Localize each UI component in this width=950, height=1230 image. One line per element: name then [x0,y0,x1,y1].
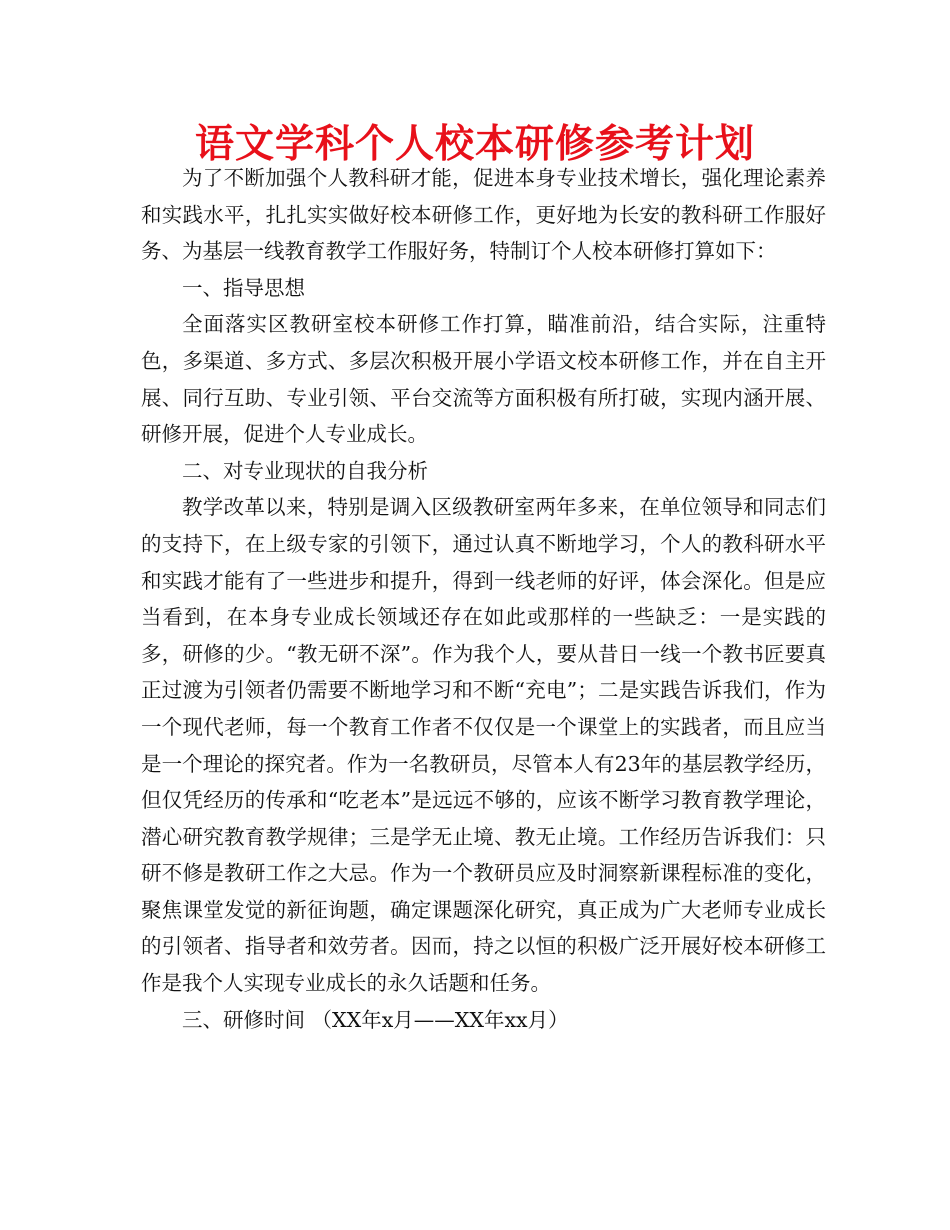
document-body [141,160,826,1038]
document-title: 语文学科个人校本研修参考计划 [194,121,755,167]
guiding-ideology-paragraph: 全面落实区教研室校本研修工作打算，瞄准前沿，结合实际，注重特色，多渠道、多方式、多层次积极开展小学语文校本研修工作，并在自主开展、同行互助、专业引领、平台交流等方面积极有所打破，实现内涵开展、研修开展，促进个人专业成长。 [141,312,826,447]
intro-paragraph: 为了不断加强个人教科研才能，促进本身专业技术增长，强化理论素养和实践水平，扎扎实实做好校本研修工作，更好地为长安的教科研工作服好务、为基层一线教育教学工作服好务，特制订个人校本研修打算如下： [141,166,826,264]
section-heading-guiding-ideology: 一、指导思想 [182,275,305,300]
section-heading-self-analysis: 二、对专业现状的自我分析 [182,458,428,483]
self-analysis-paragraph: 教学改革以来，特别是调入区级教研室两年多来，在单位领导和同志们的支持下，在上级专家的引领下，通过认真不断地学习，个人的教科研水平和实践才能有了一些进步和提升，得到一线老师的好评，体会深化。但是应当看到，在本身专业成长领域还存在如此或那样的一些缺乏：一是实践的多，研修的少。“教无研不深”。作为我个人，要从昔日一线一个教书匠要真正过渡为引领者仍需要不断地学习和不断“充电”；二是实践告诉我们，作为一个现代老师，每一个教育工作者不仅仅是一个课堂上的实践者，而且应当是一个理论的探究者。作为一名教研员，尽管本人有23年的基层教学经历，但仅凭经历的传承和“吃老本”是远远不够的，应该不断学习教育教学理论，潜心研究教育教学规律；三是学无止境、教无止境。工作经历告诉我们：只研不修是教研工作之大忌。作为一个教研员应及时洞察新课程标准的变化，聚焦课堂发觉的新征询题，确定课题深化研究，真正成为广大老师专业成长的引领者、指导者和效劳者。因而，持之以恒的积极广泛开展好校本研修工作是我个人实现专业成长的永久话题和任务。 [141,495,826,996]
section-heading-study-period: 三、研修时间 （XX年x月——XX年xx月） [182,1007,569,1032]
